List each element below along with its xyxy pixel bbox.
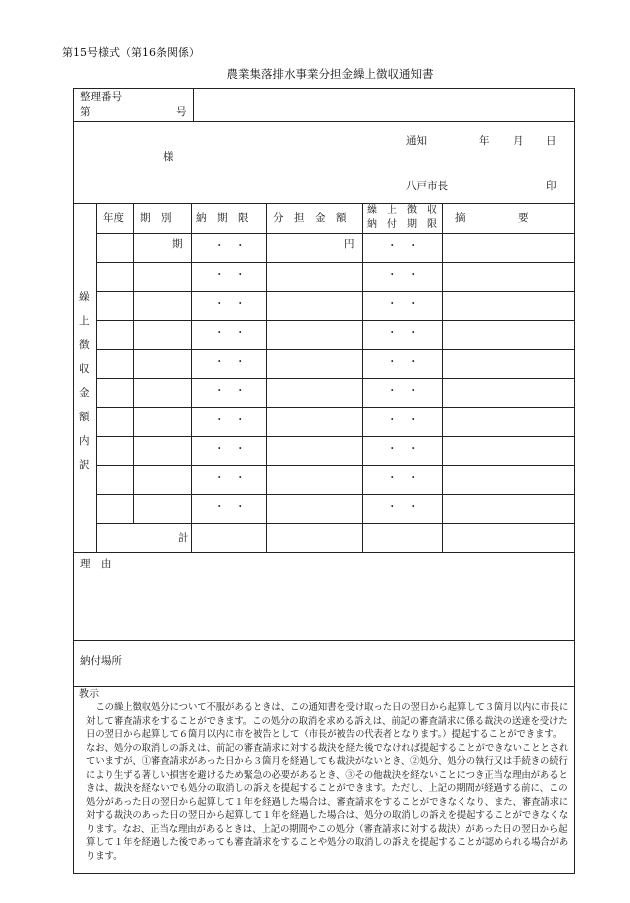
side-label-char-2: 上: [79, 315, 90, 327]
new-due-date-dots: ・ ・: [387, 414, 419, 426]
row-border-6: [96, 407, 575, 408]
side-label-char-6: 額: [79, 411, 90, 423]
row-border-10: [96, 523, 575, 524]
reason-label: 理 由: [80, 558, 112, 570]
due-date-dots: ・ ・: [214, 298, 246, 310]
side-label-char-8: 訳: [79, 459, 90, 471]
header-amount: 分 担 金 額: [273, 212, 347, 224]
row-border-5: [96, 378, 575, 379]
row-border-8: [96, 465, 575, 466]
document-title: 農業集落排水事業分担金繰上徴収通知書: [226, 67, 434, 81]
row-border-9: [96, 494, 575, 495]
reference-box-right-border: [193, 88, 194, 122]
due-date-dots: ・ ・: [214, 443, 246, 455]
notice-month: 月: [513, 135, 524, 147]
notice-day: 日: [546, 135, 557, 147]
notice-label: 通知: [406, 135, 427, 147]
row-border-3: [96, 320, 575, 321]
row-border-1: [96, 262, 575, 263]
addressee-honorific: 様: [163, 151, 174, 163]
notice-year: 年: [479, 135, 490, 147]
header-remarks: 摘 要: [455, 212, 529, 224]
table-bottom-border: [73, 552, 575, 553]
reference-number-suffix: 号: [176, 106, 187, 118]
side-label-char-5: 金: [79, 387, 90, 399]
new-due-date-dots: ・ ・: [387, 443, 419, 455]
due-date-dots: ・ ・: [214, 385, 246, 397]
reference-box-bottom-border: [73, 121, 575, 122]
instruction-body: この繰上徴収処分について不服があるときは、この通知書を受け取った日の翌日から起算して３箇月以内に市長に対して審査請求をすることができます。この処分の取消を求める訴えは、前記の審査請求に係る裁決の送達を受けた日の翌日から起算して６箇月以内に市を被告として（市長が被告の代表者となります。）提起することができます。なお、処分の取消しの訴えは、前記の審査請求に対する裁決を経た後でなければ提起することができないこととされていますが、①審査請求があった日から３箇月を経過しても裁決がないとき、②処分、処分の執行又は手続きの続行により生ずる著しい損害を避けるため緊急の必要があるとき、③その他裁決を経ないことにつき正当な理由があるときは、裁決を経ないでも処分の取消しの訴えを提起することができます。ただし、上記の期間が経過する前に、この処分があった日の翌日から起算して１年を経過した場合は、審査請求をすることができなくなり、また、審査請求に対する裁決のあった日の翌日から起算して１年を経過した場合は、処分の取消しの訴えを提起することができなくなります。なお、正当な理由があるときは、上記の期間やこの処分（審査請求に対する裁決）があった日の翌日から起算して１年を経過した後であっても審査請求をすることや処分の取消しの訴えを提起することが認められる場合があります。: [86, 702, 569, 863]
header-term: 期 別: [140, 212, 172, 224]
new-due-date-dots: ・ ・: [387, 327, 419, 339]
due-date-dots: ・ ・: [214, 327, 246, 339]
seal-mark: 印: [546, 180, 557, 192]
side-label-char-3: 徴: [79, 339, 90, 351]
row1-term: 期: [172, 238, 183, 250]
new-due-date-dots: ・ ・: [387, 240, 419, 252]
instruction-title: 教示: [79, 689, 99, 700]
due-date-dots: ・ ・: [214, 269, 246, 281]
col-border-1: [133, 203, 134, 523]
new-due-date-dots: ・ ・: [387, 472, 419, 484]
due-date-dots: ・ ・: [214, 414, 246, 426]
due-date-dots: ・ ・: [214, 240, 246, 252]
row-border-2: [96, 291, 575, 292]
new-due-date-dots: ・ ・: [387, 501, 419, 513]
row1-yen-unit: 円: [344, 238, 355, 250]
header-new-due-bottom: 納 付 期 限: [367, 219, 437, 230]
total-label: 計: [178, 532, 189, 544]
new-due-date-dots: ・ ・: [387, 385, 419, 397]
side-label-char-7: 内: [79, 435, 90, 447]
sender-name: 八戸市長: [406, 180, 448, 192]
reference-number-label: 整理番号: [80, 91, 122, 103]
due-date-dots: ・ ・: [214, 501, 246, 513]
form-number: 第15号様式（第16条関係）: [62, 46, 200, 59]
header-fiscal-year: 年度: [103, 212, 124, 224]
new-due-date-dots: ・ ・: [387, 298, 419, 310]
new-due-date-dots: ・ ・: [387, 269, 419, 281]
row-border-4: [96, 349, 575, 350]
addressee-bottom-border: [73, 203, 575, 204]
due-date-dots: ・ ・: [214, 356, 246, 368]
side-label-char-1: 繰: [79, 291, 90, 303]
payment-place-bottom-border: [73, 686, 575, 687]
due-date-dots: ・ ・: [214, 472, 246, 484]
header-new-due-top: 繰 上 徴 収: [367, 205, 437, 216]
reference-number-prefix: 第: [80, 106, 91, 118]
payment-place-label: 納付場所: [80, 655, 122, 667]
side-label-char-4: 収: [79, 363, 90, 375]
new-due-date-dots: ・ ・: [387, 356, 419, 368]
row-border-7: [96, 436, 575, 437]
table-header-bottom: [96, 233, 575, 234]
header-due-date: 納 期 限: [196, 212, 249, 224]
reason-bottom-border: [73, 640, 575, 641]
